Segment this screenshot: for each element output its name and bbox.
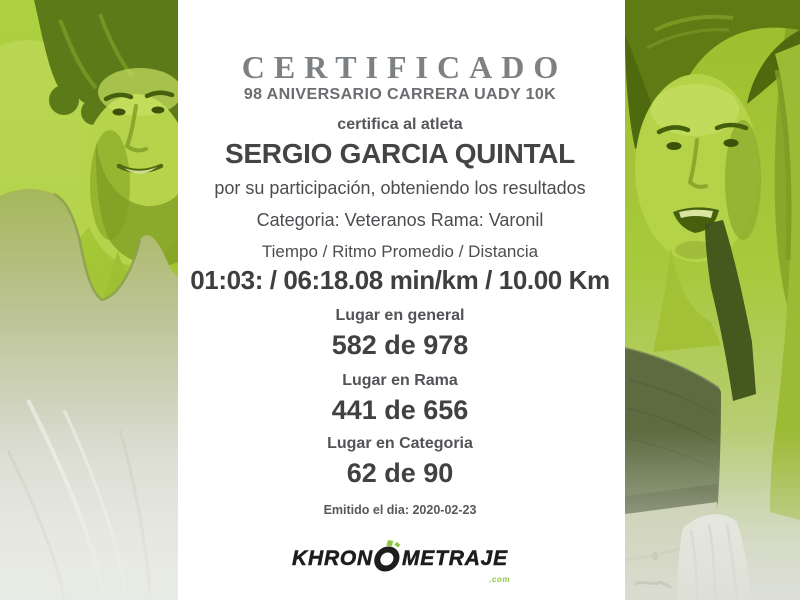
placing-rama-value: 441 de 656 (331, 395, 469, 425)
placing-general-label: Lugar en general (335, 307, 465, 324)
metrics-value: 01:03: / 06:18.08 min/km / 10.00 Km (190, 265, 610, 295)
category-line: Categoria: Veteranos Rama: Varonil (256, 210, 544, 230)
khronometraje-logo (0, 540, 800, 584)
participation-text: por su participación, obteniendo los resultados (214, 178, 586, 198)
placing-rama-label: Lugar en Rama (342, 372, 458, 389)
logo-text-prefix: KHRON (292, 546, 374, 570)
logo-text-suffix: METRAJE (402, 546, 508, 570)
placing-categoria-value: 62 de 90 (346, 458, 454, 488)
logo-tld: .com (489, 575, 510, 584)
certifies-label: certifica al atleta (337, 116, 463, 133)
event-name: 98 ANIVERSARIO CARRERA UADY 10K (243, 86, 557, 103)
placing-general-value: 582 de 978 (331, 330, 469, 360)
metrics-label: Tiempo / Ritmo Promedio / Distancia (261, 242, 539, 261)
issued-date-line: Emitido el dia: 2020-02-23 (323, 503, 477, 517)
placing-categoria-label: Lugar en Categoria (327, 435, 473, 452)
stopwatch-icon (371, 540, 403, 576)
certificate-title: CERTIFICADO (241, 49, 568, 85)
athlete-name: SERGIO GARCIA QUINTAL (225, 138, 575, 169)
logo-wordmark (292, 540, 510, 584)
